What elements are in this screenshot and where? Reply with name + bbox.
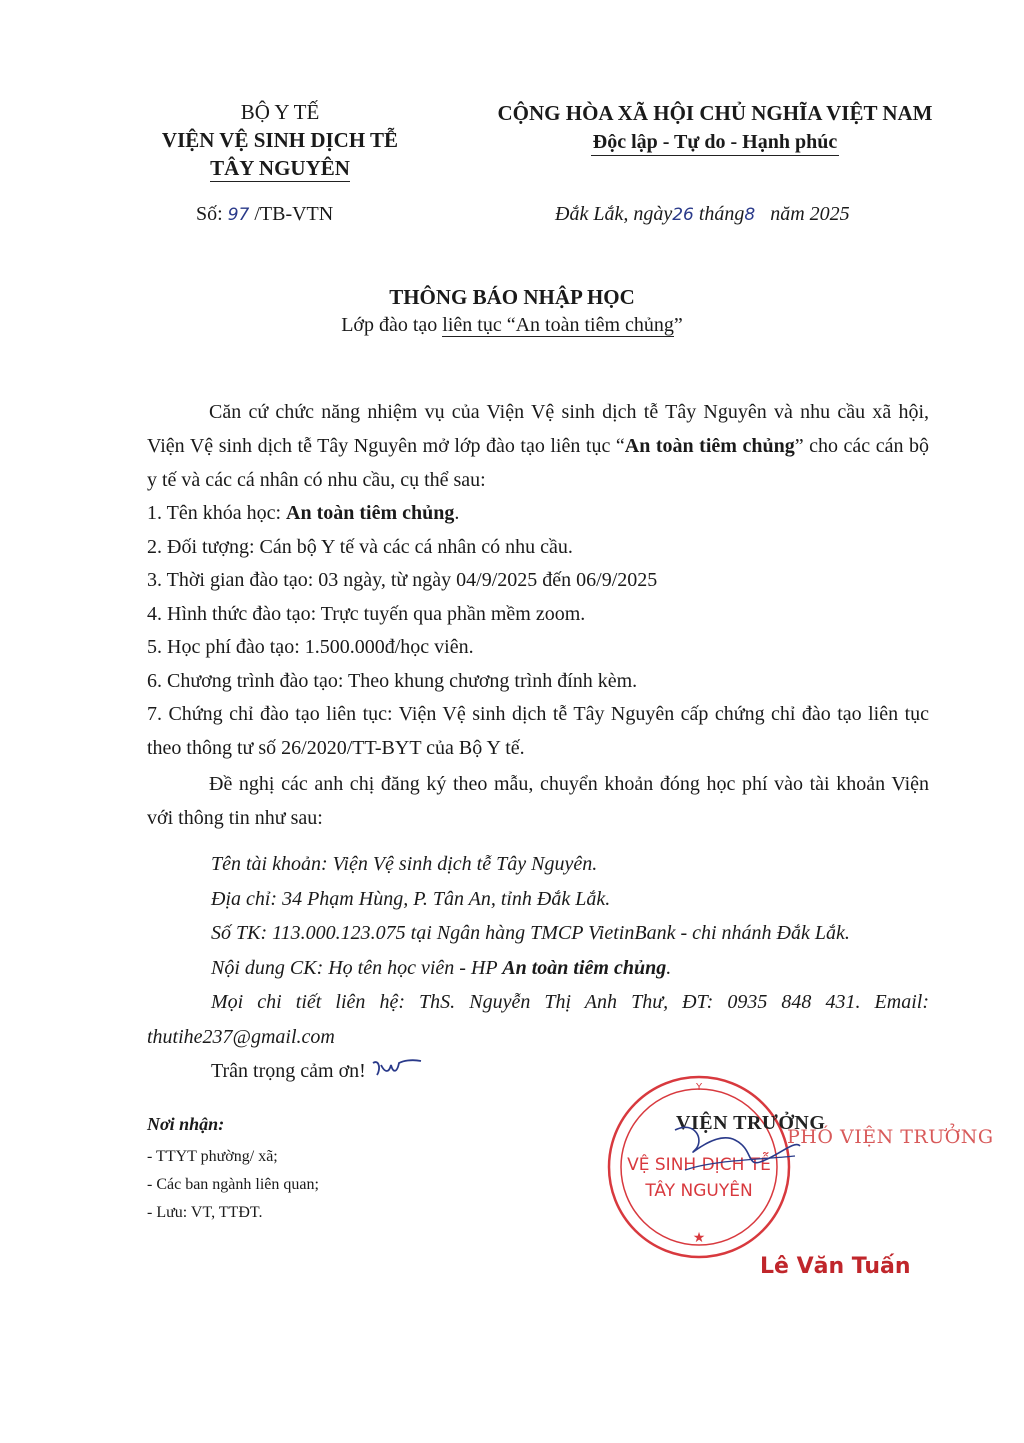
document-title: THÔNG BÁO NHẬP HỌC — [389, 285, 635, 309]
recipient-item: - TTYT phường/ xã; — [147, 1148, 278, 1165]
transfer-content: Nội dung CK: Họ tên học viên - HP An toàn tiêm chủng. — [211, 956, 672, 979]
document-body — [147, 395, 929, 1088]
recipients-heading: Nơi nhận: — [147, 1114, 225, 1134]
list-item: 2. Đối tượng: Cán bộ Y tế và các cá nhân có nhu cầu. — [147, 535, 573, 558]
issuing-agency — [120, 98, 440, 182]
document-number: Số: 97 /TB-VTN — [196, 203, 334, 225]
deputy-title: PHÓ VIỆN TRƯỞNG — [787, 1126, 994, 1148]
national-motto: Độc lập - Tự do - Hạnh phúc — [591, 129, 839, 156]
handwritten-day: 26 — [672, 205, 694, 225]
list-item: 6. Chương trình đào tạo: Theo khung chương trình đính kèm. — [147, 669, 638, 692]
recipient-item: - Các ban ngành liên quan; — [147, 1176, 319, 1193]
national-header — [470, 98, 960, 156]
recipients — [147, 1114, 319, 1227]
intro-paragraph: Căn cứ chức năng nhiệm vụ của Viện Vệ sinh dịch tễ Tây Nguyên và nhu cầu xã hội, Viện Vệ sinh dịch tễ Tây Nguyên mở lớp đào tạo liên tục “An toàn tiêm chủng” cho các cán bộ y tế và các cá nhân có nhu cầu, cụ thể sau: — [147, 401, 930, 491]
list-item: 1. Tên khóa học: An toàn tiêm chủng. — [147, 502, 460, 524]
initials-mark — [371, 1055, 423, 1081]
account-number: Số TK: 113.000.123.075 tại Ngân hàng TMCP VietinBank - chi nhánh Đắk Lắk. — [211, 922, 850, 944]
request-paragraph: Đề nghị các anh chị đăng ký theo mẫu, chuyển khoản đóng học phí vào tài khoản Viện với thông tin như sau: — [147, 773, 929, 829]
ministry-name: BỘ Y TẾ — [240, 100, 320, 124]
contact-info: Mọi chi tiết liên hệ: ThS. Nguyễn Thị Anh Thư, ĐT: 0935 848 431. Email: thutihe237@gmail.com — [147, 991, 929, 1048]
list-item: 5. Học phí đào tạo: 1.500.000đ/học viên. — [147, 636, 474, 658]
handwritten-number: 97 — [227, 205, 250, 225]
country-name: CỘNG HÒA XÃ HỘI CHỦ NGHĨA VIỆT NAM — [497, 101, 933, 125]
svg-text:★: ★ — [692, 1230, 706, 1246]
handwritten-month: 8 — [744, 205, 756, 225]
recipient-item: - Lưu: VT, TTĐT. — [147, 1204, 263, 1221]
account-name: Tên tài khoản: Viện Vệ sinh dịch tễ Tây Nguyên. — [211, 853, 598, 875]
signer-title: VIỆN TRƯỞNG — [676, 1112, 826, 1134]
document-subtitle: Lớp đào tạo liên tục “An toàn tiêm chủng” — [341, 314, 683, 336]
signature-scribble — [665, 1110, 805, 1200]
list-item: 3. Thời gian đào tạo: 03 ngày, từ ngày 04/9/2025 đến 06/9/2025 — [147, 569, 658, 591]
thanks-line: Trân trọng cảm ơn! — [147, 1054, 929, 1088]
account-address: Địa chỉ: 34 Phạm Hùng, P. Tân An, tỉnh Đắk Lắk. — [211, 887, 611, 910]
bank-info — [147, 847, 929, 1054]
svg-text:Y: Y — [695, 1082, 703, 1093]
svg-text:VỆ SINH DỊCH TỄ: VỆ SINH DỊCH TỄ — [627, 1155, 771, 1175]
signer-name: Lê Văn Tuấn — [760, 1254, 911, 1279]
institute-name-line1: VIỆN VỆ SINH DỊCH TỄ — [161, 128, 399, 152]
document-date: Đắk Lắk, ngày26 tháng8 năm 2025 — [555, 203, 850, 225]
svg-text:TÂY NGUYÊN: TÂY NGUYÊN — [645, 1181, 753, 1201]
list-item: 7. Chứng chỉ đào tạo liên tục: Viện Vệ sinh dịch tễ Tây Nguyên cấp chứng chỉ đào tạo liên tục theo thông tư số 26/2020/TT-BYT của Bộ Y tế. — [147, 703, 929, 759]
list-item: 4. Hình thức đào tạo: Trực tuyến qua phần mềm zoom. — [147, 602, 586, 625]
institute-name-line2: TÂY NGUYÊN — [210, 156, 350, 180]
